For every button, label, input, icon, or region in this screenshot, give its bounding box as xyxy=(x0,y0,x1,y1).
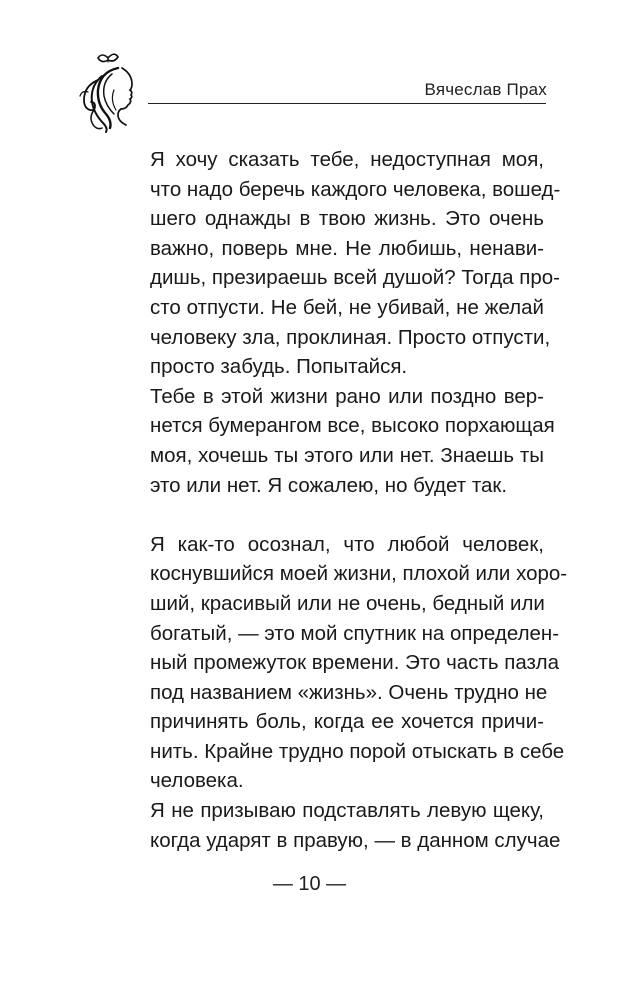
text-line: когда ударят в правую, — в данном случае xyxy=(150,828,561,852)
text-line: Я не призываю подставлять левую щеку, xyxy=(150,799,544,823)
text-line: Тебе в этой жизни рано или поздно вер- xyxy=(150,384,544,408)
text-line: что надо беречь каждого человека, вошед- xyxy=(150,177,561,201)
woman-profile-ornament-icon xyxy=(78,50,148,134)
text-line: дишь, презираешь всей душой? Тогда про- xyxy=(150,266,560,290)
text-line: нется бумерангом все, высоко порхающая xyxy=(150,414,555,438)
page-body xyxy=(121,145,568,855)
paragraph xyxy=(121,145,561,382)
text-line: причинять боль, когда ее хочется причи- xyxy=(150,710,544,734)
text-line: Я как-то осознал, что любой человек, xyxy=(150,532,544,556)
text-line: ший, красивый или не очень, бедный или xyxy=(150,591,545,615)
text-line: богатый, — это мой спутник на определен- xyxy=(150,621,560,645)
header-rule xyxy=(148,103,546,104)
paragraph xyxy=(121,530,568,796)
paragraph xyxy=(121,382,555,500)
text-line: моя, хочешь ты этого или нет. Знаешь ты xyxy=(150,443,544,467)
text-line: просто забудь. Попытайся. xyxy=(150,355,408,379)
text-line: коснувшийся моей жизни, плохой или хоро- xyxy=(150,562,568,586)
text-line: человека. xyxy=(150,769,244,793)
text-line: сто отпусти. Не бей, не убивай, не желай xyxy=(150,295,544,319)
paragraph xyxy=(121,796,561,855)
page-number: — 10 — xyxy=(272,873,347,895)
author-name: Вячеслав Прах xyxy=(424,80,547,99)
text-line: нить. Крайне трудно порой отыскать в себе xyxy=(150,739,565,763)
text-line: ный промежуток времени. Это часть пазла xyxy=(150,651,560,675)
text-line: шего однажды в твою жизнь. Это очень xyxy=(150,207,544,231)
running-header xyxy=(0,0,619,140)
text-line: под названием «жизнь». Очень трудно не xyxy=(150,680,548,704)
text-line: человеку зла, проклиная. Просто отпусти, xyxy=(150,325,551,349)
text-line: важно, поверь мне. Не любишь, ненави- xyxy=(150,236,544,260)
text-line: Я хочу сказать тебе, недоступная моя, xyxy=(150,148,544,171)
text-line: это или нет. Я сожалею, но будет так. xyxy=(150,473,508,497)
